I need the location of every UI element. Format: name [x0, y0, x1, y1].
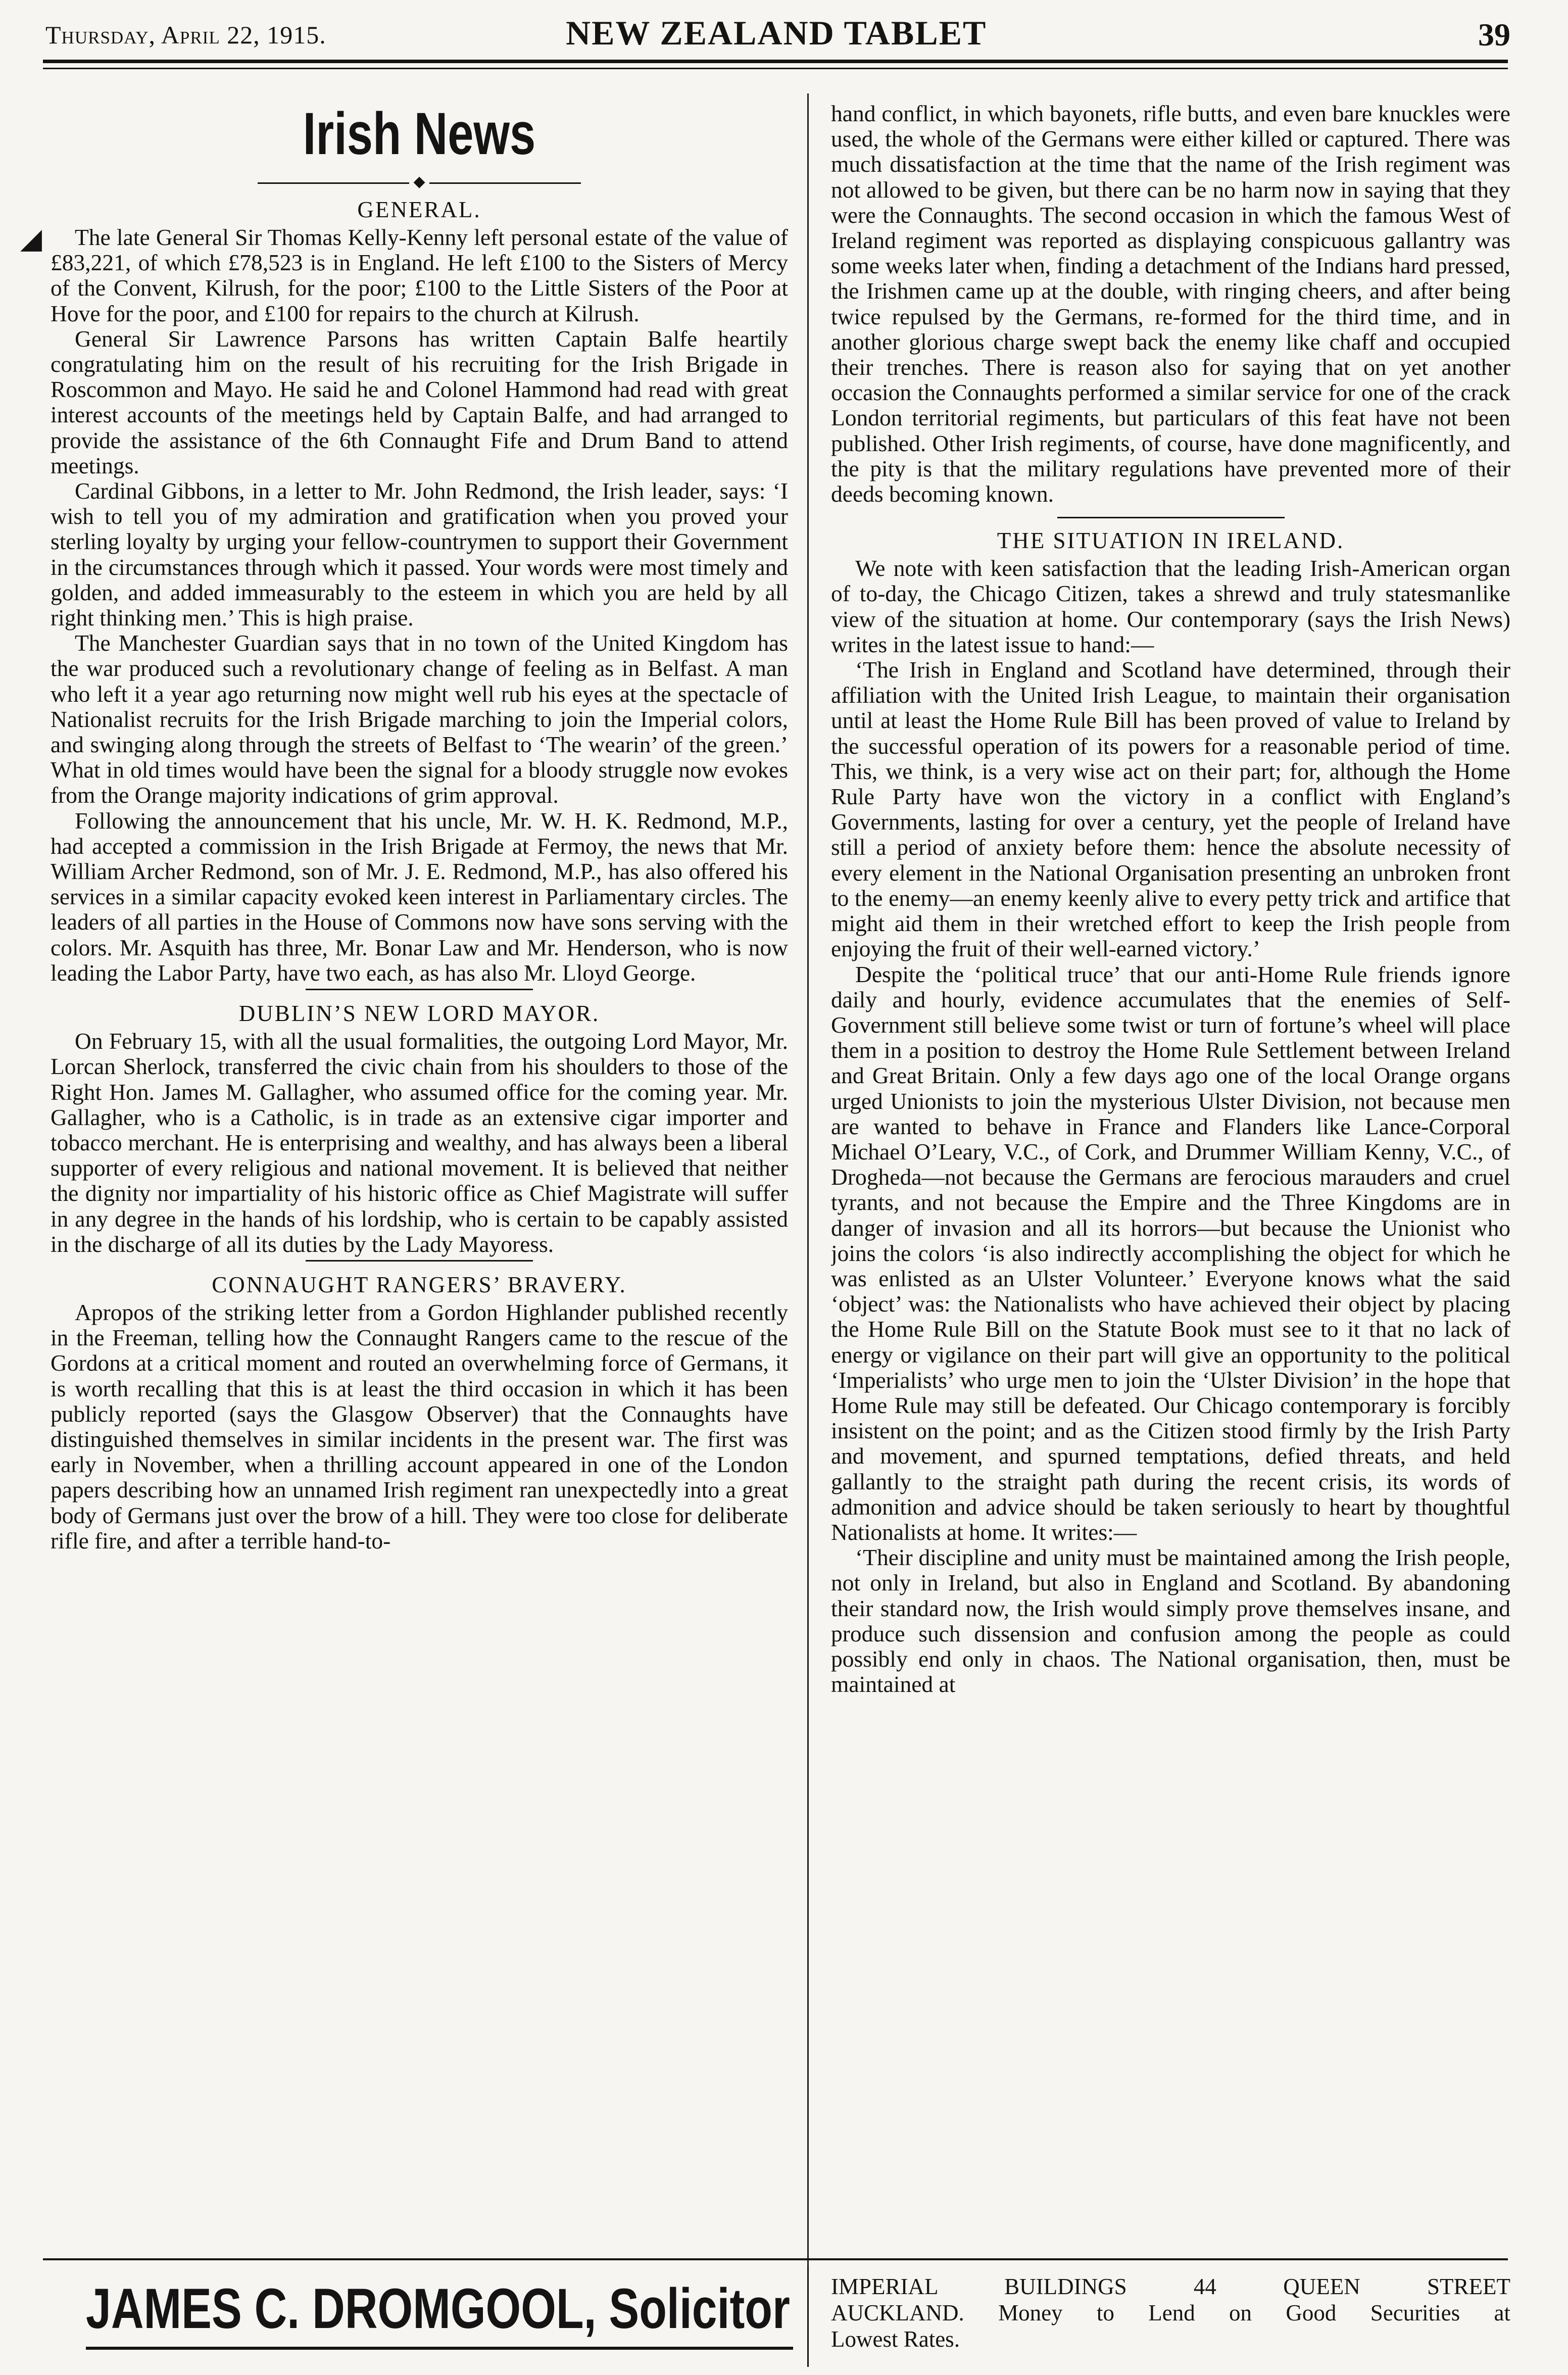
article-paragraph: Despite the ‘political truce’ that our anti-Home Rule friends ignore daily and hourly, evidence accumulates that the enemies of Self-Government still believe some twist or turn of fortune’s wheel will place them in a position to destroy the Home Rule Settlement between Ireland and Great Britain. Only a few days ago one of the local Orange organs urged Unionists to join the mysterious Ulster Division, not because men are wanted to behave in France and Flanders like Lance-Corporal Michael O’Leary, V.C., of Cork, and Drummer William Kenny, V.C., of Drogheda—not because the Germans are ferocious marauders and cruel tyrants, and not because the Empire and the Three Kingdoms are in danger of invasion and all its horrors—but because the Unionist who joins the colors ‘is also indirectly accomplishing the object for which he was enlisted as an Ulster Volunteer.’ Everyone knows what the said ‘object’ was: the Nationalists who have achieved their object by placing the Home Rule Bill on the Statute Book must see to it that no lack of energy or vigilance on their part will give an opportunity to the political ‘Imperialists’ who urge men to join the ‘Ulster Division’ in the hope that Home Rule may still be defeated. Our Chicago contemporary is forcibly insistent on the point; and as the Citizen stood firmly by the Irish Party and movement, and spurned temptations, defied threats, and held gallantly to the straight path during the recent crisis, its words of admonition and advice should be taken seriously to heart by thoughtful Nationalists at home. It writes:—	[831, 961, 1510, 1545]
issue-date: Thursday, April 22, 1915.	[45, 21, 326, 49]
advert-divider	[807, 2266, 809, 2367]
advert-line: Lowest Rates.	[831, 2326, 960, 2352]
article-paragraph: The Manchester Guardian says that in no town of the United Kingdom has the war produced such a revolutionary change of feeling as in Belfast. A man who left it a year ago returning now might well rub his eyes at the spectacle of Nationalist recruits for the Irish Brigade marching to join the Imperial colors, and swinging along through the streets of Belfast to ‘The wearin’ of the green.’ What in old times would have been the signal for a bloody struggle now evokes from the Orange majority indications of grim approval.	[51, 630, 788, 808]
subheading-general: GENERAL.	[357, 197, 481, 222]
right-column	[831, 101, 1510, 2266]
article-paragraph: Apropos of the striking letter from a Gordon Highlander published recently in the Freeman, telling how the Connaught Rangers came to the rescue of the Gordons at a critical moment and routed an overwhelming force of Germans, it is worth recalling that this is at least the third occasion in which it has been publicly reported (says the Glasgow Observer) that the Connaughts have distinguished themselves in similar incidents in the present war. The first was early in November, when a thrilling account appeared in one of the London papers describing how an unnamed Irish regiment ran unexpectedly into a great body of Germans just over the brow of a hill. They were too close for deliberate rifle fire, and after a terrible hand-to-	[51, 1299, 788, 1554]
advert-rule	[43, 2258, 1508, 2260]
subheading-lord-mayor: DUBLIN’S NEW LORD MAYOR.	[238, 1001, 600, 1027]
subheading-connaught-rangers: CONNAUGHT RANGERS’ BRAVERY.	[212, 1272, 627, 1297]
article-paragraph: ‘The Irish in England and Scotland have determined, through their affiliation with the United Irish League, to maintain their organisation until at least the Home Rule Bill has been proved of value to Ireland by the successful operation of its powers for a reasonable period of time. This, we think, is a very wise act on their part; for, although the Home Rule Party have won the victory in a conflict with England’s Governments, lasting for over a century, yet the people of Ireland have still a period of anxiety before them: hence the absolute necessity of every element in the National Organisation presenting an unbroken front to the enemy—an enemy keenly alive to every petty trick and artifice that might aid them in their wretched effort to keep the Irish people from enjoying the fruit of their well-earned victory.’	[831, 657, 1510, 962]
article-paragraph: Following the announcement that his uncle, Mr. W. H. K. Redmond, M.P., had accepted a commission in the Irish Brigade at Fermoy, the news that Mr. William Archer Redmond, son of Mr. J. E. Redmond, M.P., has also offered his services in a similar capacity evoked keen interest in Parliamentary circles. The leaders of all parties in the House of Commons now have sons serving with the colors. Mr. Asquith has three, Mr. Bonar Law and Mr. Henderson, who is now leading the Labor Party, have two each, as has also Mr. Lloyd George.	[51, 807, 788, 986]
section-headline: Irish News	[303, 101, 536, 167]
advert-name: JAMES C. DROMGOOL, Solicitor	[86, 2277, 790, 2340]
left-column	[51, 99, 788, 2266]
advert-underline	[86, 2347, 793, 2350]
header-rule-thin	[43, 68, 1508, 69]
running-header	[45, 11, 1510, 59]
advert-line: AUCKLAND. Money to Lend on Good Securities at	[831, 2300, 1510, 2325]
section-rule	[306, 989, 533, 990]
header-rule	[43, 60, 1508, 63]
article-paragraph: Cardinal Gibbons, in a letter to Mr. John Redmond, the Irish leader, says: ‘I wish to tell you of my admiration and gratification when you proved your sterling loyalty by urging your fellow-countrymen to support their Government in the circumstances through which it passed. Your words were most timely and golden, and added immeasurably to the esteem in which you are held by all right thinking men.’ This is high praise.	[51, 478, 788, 631]
advert-text	[831, 2273, 1510, 2352]
column-divider	[807, 93, 809, 2266]
section-rule	[306, 1260, 533, 1262]
section-rule	[1057, 517, 1285, 518]
subheading-situation-ireland: THE SITUATION IN IRELAND.	[997, 528, 1345, 554]
margin-mark-icon: ◢	[20, 223, 42, 255]
advert-line: IMPERIAL BUILDINGS 44 QUEEN STREET	[831, 2274, 1510, 2299]
article-paragraph: We note with keen satisfaction that the leading Irish-American organ of to-day, the Chicago Citizen, takes a shrewd and truly statesmanlike view of the situation at home. Our contemporary (says the Irish News) writes in the latest issue to hand:—	[831, 555, 1510, 657]
publication-title: NEW ZEALAND TABLET	[566, 14, 987, 52]
headline-ornament: ◆	[51, 174, 788, 189]
article-paragraph: General Sir Lawrence Parsons has written Captain Balfe heartily congratulating him on the result of his recruiting for the Irish Brigade in Roscommon and Mayo. He said he and Colonel Hammond had read with great interest accounts of the meetings held by Captain Balfe, and had arranged to provide the assistance of the 6th Connaught Fife and Drum Band to attend meetings.	[51, 325, 788, 478]
article-continuation: hand conflict, in which bayonets, rifle butts, and even bare knuckles were used, the whole of the Germans were either killed or captured. There was much dissatisfaction at the time that the name of the Irish regiment was not allowed to be given, but there can be no harm now in saying that they were the Connaughts. The second occasion in which the famous West of Ireland regiment was reported as displaying conspicuous gallantry was some weeks later when, finding a detachment of the Indians hard pressed, the Irishmen came up at the double, with ringing cheers, and after being twice repulsed by the Germans, re-formed for the third time, and in another glorious charge swept back the enemy like chaff and occupied their trenches. There is reason also for saying that on yet another occasion the Connaughts performed a similar service for one of the crack London territorial regiments, but particulars of this feat have not been published. Other Irish regiments, of course, have done magnificently, and the pity is that the military regulations have prevented more of their deeds becoming known.	[831, 101, 1510, 507]
page-number: 39	[1478, 17, 1510, 53]
article-paragraph: On February 15, with all the usual formalities, the outgoing Lord Mayor, Mr. Lorcan Sherlock, transferred the civic chain from his shoulders to those of the Right Hon. James M. Gallagher, who assumed office for the coming year. Mr. Gallagher, who is a Catholic, is in trade as an extensive cigar importer and tobacco merchant. He is enterprising and wealthy, and has always been a liberal supporter of every religious and national movement. It is believed that neither the dignity nor impartiality of his historic office as Chief Magistrate will suffer in any degree in the hands of his lordship, who is certain to be capably assisted in the discharge of all its duties by the Lady Mayoress.	[51, 1028, 788, 1257]
article-paragraph: The late General Sir Thomas Kelly-Kenny left personal estate of the value of £83,221, of which £78,523 is in England. He left £100 to the Sisters of Mercy of the Convent, Kilrush, for the poor; £100 to the Little Sisters of the Poor at Hove for the poor, and £100 for repairs to the church at Kilrush.	[51, 224, 788, 326]
article-paragraph: ‘Their discipline and unity must be maintained among the Irish people, not only in Ireland, but also in England and Scotland. By abandoning their standard now, the Irish would simply prove themselves insane, and produce such dissension and confusion among the people as could possibly end only in chaos. The National organisation, then, must be maintained at	[831, 1544, 1510, 1698]
